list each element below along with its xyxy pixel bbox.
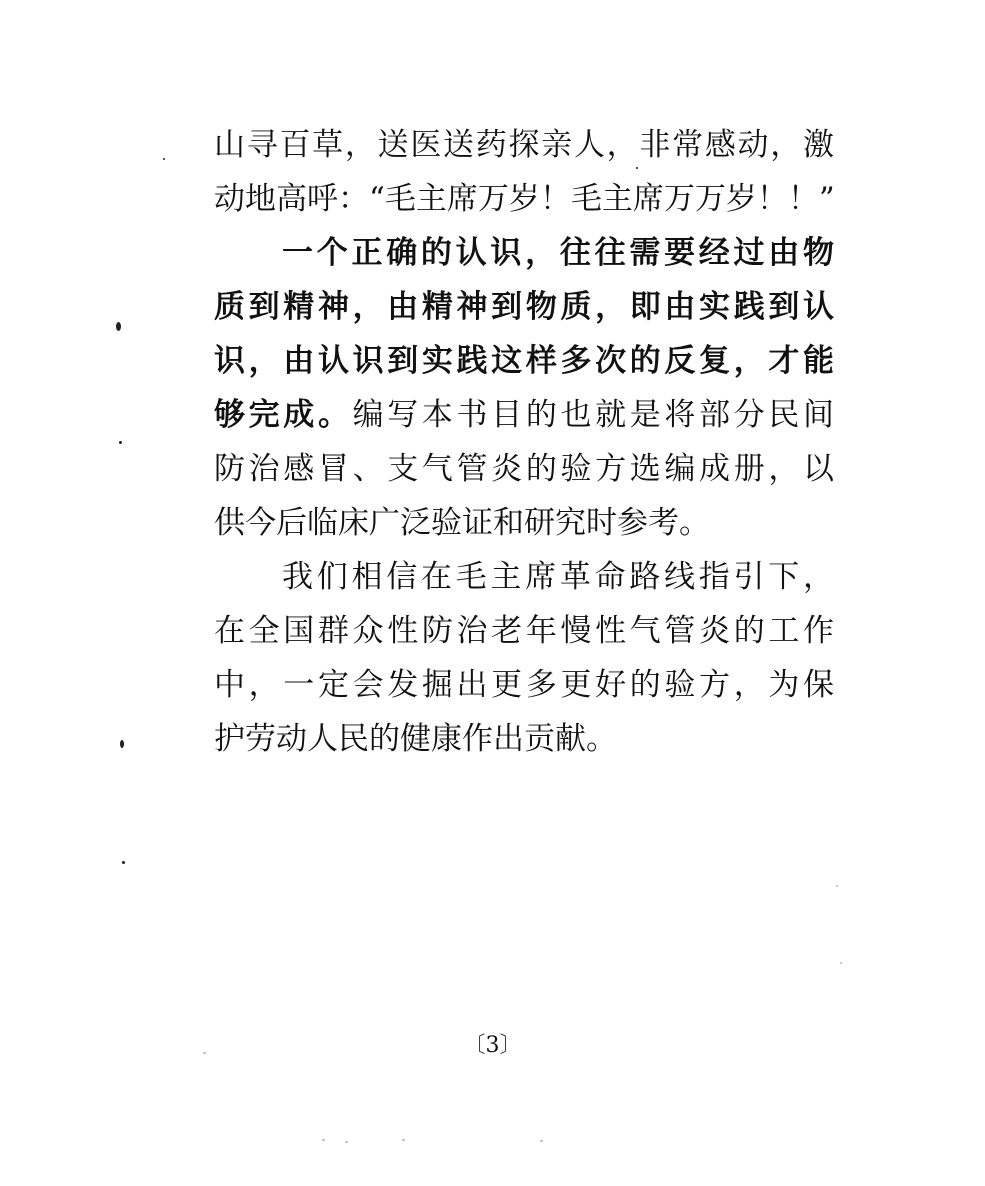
quote-line: 一个正确的认识，往往需要经过由物: [282, 235, 834, 271]
text-line: 供今后临床广泛验证和研究时参考。: [214, 505, 710, 541]
text-line: 中，一定会发掘出更多更好的验方，为保: [214, 667, 834, 703]
scan-speck: [636, 167, 638, 169]
text-line: 山寻百草，送医送药探亲人，非常感动，激: [214, 127, 834, 163]
scan-speck: [116, 322, 121, 331]
scan-speck: [840, 962, 842, 964]
scan-speck: [540, 1140, 543, 1142]
scan-speck: [836, 885, 838, 887]
quote-line-end: 够完成。: [214, 397, 353, 433]
scan-speck: [402, 1139, 405, 1141]
text-line: 防治感冒、支气管炎的验方选编成册，以: [214, 451, 834, 487]
scan-speck: [120, 740, 124, 748]
scan-speck: [322, 1139, 325, 1141]
quote-line: 质到精神，由精神到物质，即由实践到认: [214, 289, 834, 325]
page-number: 〔3〕: [463, 1033, 522, 1058]
scan-speck: [163, 158, 165, 160]
text-line: 动地高呼：“毛主席万岁！毛主席万万岁！！”: [214, 181, 835, 217]
body-text: [214, 118, 834, 766]
quote-line: 识，由认识到实践这样多次的反复，才能: [214, 343, 834, 379]
scan-speck: [203, 1052, 206, 1054]
scan-speck: [119, 441, 122, 444]
text-line-rest: 编写本书目的也就是将部分民间: [352, 397, 835, 433]
text-line: 在全国群众性防治老年慢性气管炎的工作: [214, 613, 834, 649]
text-line: 护劳动人民的健康作出贡献。: [214, 721, 617, 757]
scan-speck: [122, 861, 125, 864]
text-line: [214, 388, 834, 442]
text-line: 我们相信在毛主席革命路线指引下，: [282, 559, 834, 595]
scan-speck: [345, 1141, 348, 1143]
